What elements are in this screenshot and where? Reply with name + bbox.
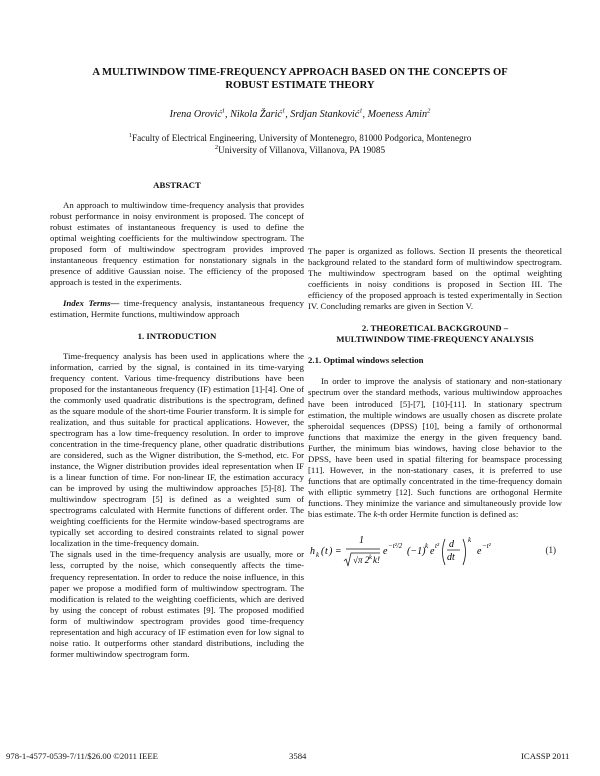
- subsection-heading: 2.1. Optimal windows selection: [308, 355, 424, 366]
- svg-text:(−1): (−1): [407, 546, 426, 558]
- affiliations: [60, 132, 540, 156]
- svg-text:−t²: −t²: [482, 542, 491, 551]
- order-symbol-k: k: [373, 508, 378, 519]
- svg-text:e: e: [430, 546, 435, 558]
- right-column: [308, 180, 562, 572]
- section2-heading-line-1: 2. THEORETICAL BACKGROUND –: [361, 323, 509, 334]
- abstract-text: An approach to multiwindow time-frequency analysis that provides robust performance in noisy environment is proposed. The concept of robust estimates of instantaneous frequency is used to define the optimal weighting coefficients for the multiwindow spectrogram. The proposed form of multiwindow spectrogram provides improved instantaneous frequency estimation for nonstationary signals in the presence of additive Gaussian noise. The efficiency of the proposed approach is tested in the experiments.: [50, 200, 304, 288]
- author-affil-mark: 2: [427, 107, 431, 115]
- author-name: Nikola Žarić: [230, 109, 282, 120]
- footer-conference: ICASSP 2011: [521, 751, 570, 761]
- svg-text:(: (: [321, 546, 325, 558]
- author-affil-mark: 1: [281, 107, 286, 115]
- paper-title: [60, 66, 540, 92]
- svg-text:) =: ) =: [329, 546, 342, 558]
- title-line-1: A MULTIWINDOW TIME-FREQUENCY APPROACH BASED ON THE CONCEPTS OF: [92, 67, 508, 78]
- svg-text:k: k: [369, 554, 372, 562]
- author-list: Irena Orović$^1$, Nikola Žarić$^1$, Srdjan Stanković$^1$, Moeness Amin$^2$: [169, 107, 431, 120]
- svg-text:h: h: [310, 546, 315, 558]
- hermite-formula-graphic: [308, 528, 520, 572]
- section2-heading: [308, 323, 562, 345]
- intro-heading: 1. INTRODUCTION: [137, 330, 217, 341]
- section2-text-before: In order to improve the analysis of stationary and non-stationary spectrum over the standard methods, various multiwindow approaches have been introduced [5]-[7], [10]-[11]. In stationary spectrum estimation, the multiple windows are usually chosen as discrete prolate spheroidal sequences (DPSS) [10], being a family of orthonormal functions that maximize the energy in the given frequency band. Further, the minimum bias windows, having close behavior to the DPSS, have been used in spatial filtering for beamspace processing [11]. However, in the non-stationary cases, it is preferred to use functions that are optimally concentrated in the time-frequency domain with elliptic symmetry [12]. Such functions are orthogonal Hermite functions. They minimize the variance and simultaneously provide low bias estimate. The: [308, 376, 562, 519]
- author-affil-mark: 1: [359, 107, 363, 115]
- author-name: Srdjan Stanković: [290, 109, 360, 120]
- affiliation-text: Faculty of Electrical Engineering, University of Montenegro, 81000 Podgorica, Montenegro: [131, 133, 472, 143]
- affil-mark: 1: [128, 131, 132, 139]
- svg-text:1: 1: [359, 535, 364, 547]
- svg-text:d: d: [449, 539, 454, 551]
- abstract-heading: ABSTRACT: [153, 180, 201, 190]
- svg-text:−t²/2: −t²/2: [388, 542, 403, 551]
- svg-text:k: k: [425, 542, 429, 551]
- affiliation-line: [60, 144, 540, 156]
- intro-paragraph-2: The signals used in the time-frequency analysis are usually, more or less, corrupted by the noise, which consequently affects the time-frequency representation. In order to reduce the noise influence, in this paper we propose a modified form of multiwindow spectrogram. The modification is related to the weighting coefficients, which are derived by using the concept of robust estimates [9]. The proposed modified form of multiwindow spectrogram provides good time-frequency representation and high accuracy of IF estimation even for low signal to noise ratio. It outperforms other standard distributions, including the former multiwindow spectrogram form.: [50, 549, 304, 659]
- hermite-equation: [308, 528, 562, 572]
- left-column: [50, 180, 304, 660]
- author-affil-mark: 1: [221, 107, 226, 115]
- section2-heading-line-2: MULTIWINDOW TIME-FREQUENCY ANALYSIS: [336, 334, 534, 345]
- section2-text-after: -th order Hermite function is defined as:: [377, 508, 519, 519]
- intro-paragraph-1: Time-frequency analysis has been used in applications where the information, carried by the signal, is contained in its time-varying frequency content. Various time-frequency distributions have been proposed for the instantaneous frequency (IF) estimation [1]-[4]. One of the commonly used quadratic distributions is the spectrogram, defined as the square module of the short-time Fourier transform. It is simple for realization, and thus suitable for practical applications. However, the spectrogram has a low time-frequency resolution. In order to improve concentration in the time-frequency plane, other quadratic distributions are considered, such as the Wigner distribution, the S-method, etc. For instance, the Wigner distribution provides ideal representation when IF is a linear function of time. For non-linear IF, the estimation accuracy can be improved by using the multiwindow approaches [5]-[8]. The multiwindow spectrogram [5] is defined as a weighted sum of spectrograms calculated with Hermite functions of different order. The weighting coefficients for the Hermite window-based spectrograms are typically set according to desired constraints related to signal power localization in the time-frequency domain.: [50, 350, 304, 549]
- svg-text:t²: t²: [435, 542, 440, 551]
- affil-mark: 2: [214, 143, 219, 151]
- svg-text:k: k: [468, 536, 472, 545]
- author-name: Moeness Amin: [367, 109, 428, 120]
- index-terms-dash: —: [110, 298, 120, 309]
- affiliation-text: University of Villanova, Villanova, PA 19085: [218, 145, 386, 155]
- affiliation-line: [60, 132, 540, 144]
- title-line-2: ROBUST ESTIMATE THEORY: [225, 80, 375, 91]
- svg-text:e: e: [383, 546, 388, 558]
- page-number: 3584: [289, 751, 307, 761]
- index-terms: [50, 298, 304, 320]
- svg-text:√π 2: √π 2: [353, 555, 370, 566]
- index-terms-label: Index Terms: [63, 298, 111, 309]
- equation-number: (1): [545, 544, 556, 555]
- author-name: Irena Orović: [169, 109, 222, 120]
- intro-paragraph-3: The paper is organized as follows. Section II presents the theoretical background related to the standard form of multiwindow spectrogram. The multiwindow spectrogram based on the optimal weighting coefficients in noisy conditions is proposed in Section III. The efficiency of the proposed approach is tested experimentally in Section IV. Concluding remarks are given in Section V.: [308, 246, 562, 312]
- svg-text:k!: k!: [373, 555, 380, 566]
- svg-text:dt: dt: [447, 552, 455, 564]
- svg-text:t: t: [325, 546, 328, 558]
- index-terms-text: time-frequency analysis, instantaneous frequency estimation, Hermite functions, multiwindow approach: [50, 298, 304, 320]
- section2-paragraph-1: [308, 376, 562, 520]
- svg-text:e: e: [477, 546, 482, 558]
- footer-copyright: 978-1-4577-0539-7/11/$26.00 ©2011 IEEE: [6, 751, 158, 761]
- svg-text:k: k: [316, 551, 320, 560]
